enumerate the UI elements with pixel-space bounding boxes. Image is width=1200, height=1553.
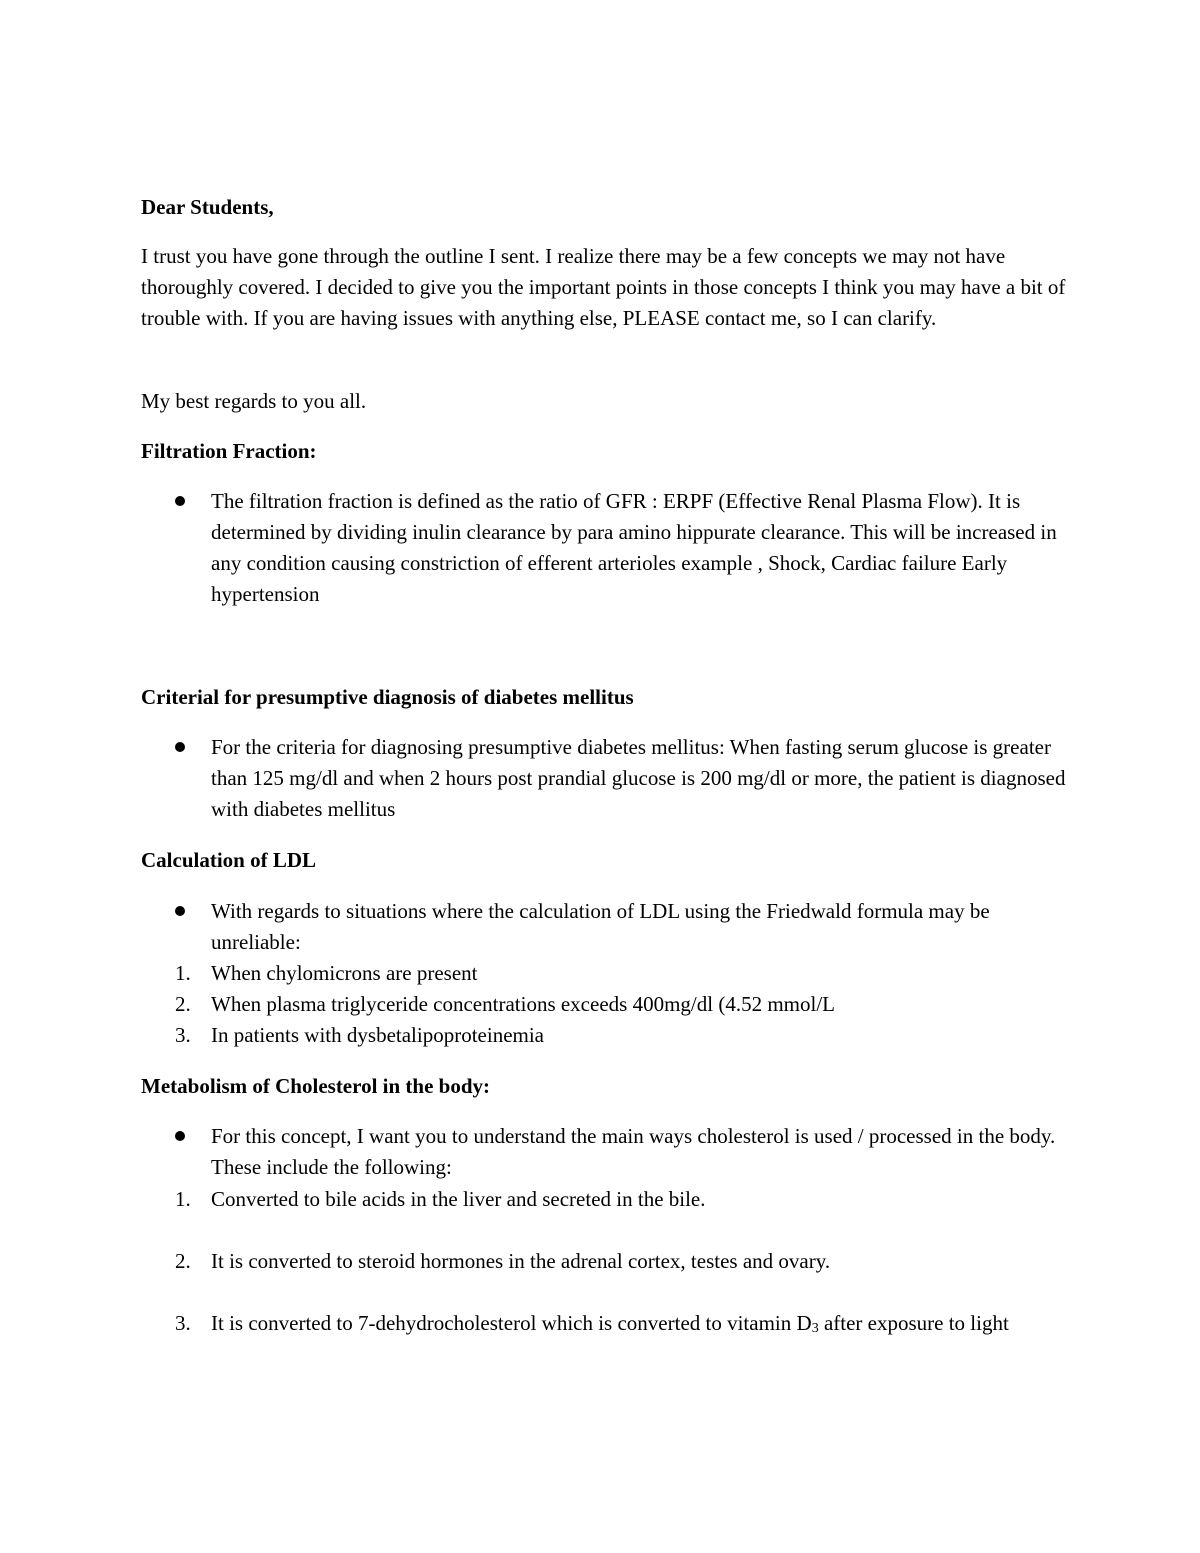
numbered-item: It is converted to steroid hormones in the adrenal cortex, testes and ovary. <box>211 1249 831 1273</box>
numbered-item: Converted to bile acids in the liver and secreted in the bile. <box>211 1187 706 1211</box>
numbered-item-text: It is converted to 7-dehydrocholesterol which is converted to vitamin D <box>211 1311 812 1335</box>
section-heading-cholesterol-metabolism: Metabolism of Cholesterol in the body: <box>141 1074 491 1098</box>
bullet-item: For the criteria for diagnosing presumptive diabetes mellitus: When fasting serum glucose is greater than 125 mg/dl and when 2 hours post prandial glucose is 200 mg/dl or more, the patient is diagnosed with diabetes mellitus <box>211 735 1066 821</box>
list-number: 3. <box>175 1311 191 1335</box>
bullet-item: For this concept, I want you to understand the main ways cholesterol is used / processed in the body. These include the following: <box>211 1124 1056 1179</box>
numbered-item-text: after exposure to light <box>818 1311 1009 1335</box>
section-heading-ldl-calculation: Calculation of LDL <box>141 848 317 872</box>
list-number: 2. <box>175 1249 191 1273</box>
list-number: 2. <box>175 992 191 1016</box>
section-heading-filtration-fraction: Filtration Fraction: <box>141 439 317 463</box>
numbered-item: When chylomicrons are present <box>211 961 478 985</box>
salutation: Dear Students, <box>141 195 274 219</box>
numbered-item <box>211 1308 1071 1339</box>
list-number: 3. <box>175 1023 191 1047</box>
bullet-icon <box>175 1131 185 1141</box>
bullet-icon <box>175 742 185 752</box>
list-number: 1. <box>175 961 191 985</box>
numbered-item: In patients with dysbetalipoproteinemia <box>211 1023 545 1047</box>
numbered-item: When plasma triglyceride concentrations exceeds 400mg/dl (4.52 mmol/L <box>211 992 835 1016</box>
intro-paragraph: I trust you have gone through the outline I sent. I realize there may be a few concepts we may not have thoroughly covered. I decided to give you the important points in those concepts I think you may have a bit of trouble with. If you are having issues with anything else, PLEASE contact me, so I can clarify. <box>141 244 1066 330</box>
list-number: 1. <box>175 1187 191 1211</box>
regards-line: My best regards to you all. <box>141 389 367 413</box>
bullet-icon <box>175 906 185 916</box>
subscript: 3 <box>811 1321 819 1336</box>
bullet-item: The filtration fraction is defined as the ratio of GFR : ERPF (Effective Renal Plasma Flow). It is determined by dividing inulin clearance by para amino hippurate clearance. This will be increased in any condition causing constriction of efferent arterioles example , Shock, Cardiac failure Early hypertension <box>211 489 1057 606</box>
bullet-item: With regards to situations where the calculation of LDL using the Friedwald formula may be unreliable: <box>211 899 990 954</box>
bullet-icon <box>175 496 185 506</box>
section-heading-diabetes-criteria: Criterial for presumptive diagnosis of diabetes mellitus <box>141 685 634 709</box>
